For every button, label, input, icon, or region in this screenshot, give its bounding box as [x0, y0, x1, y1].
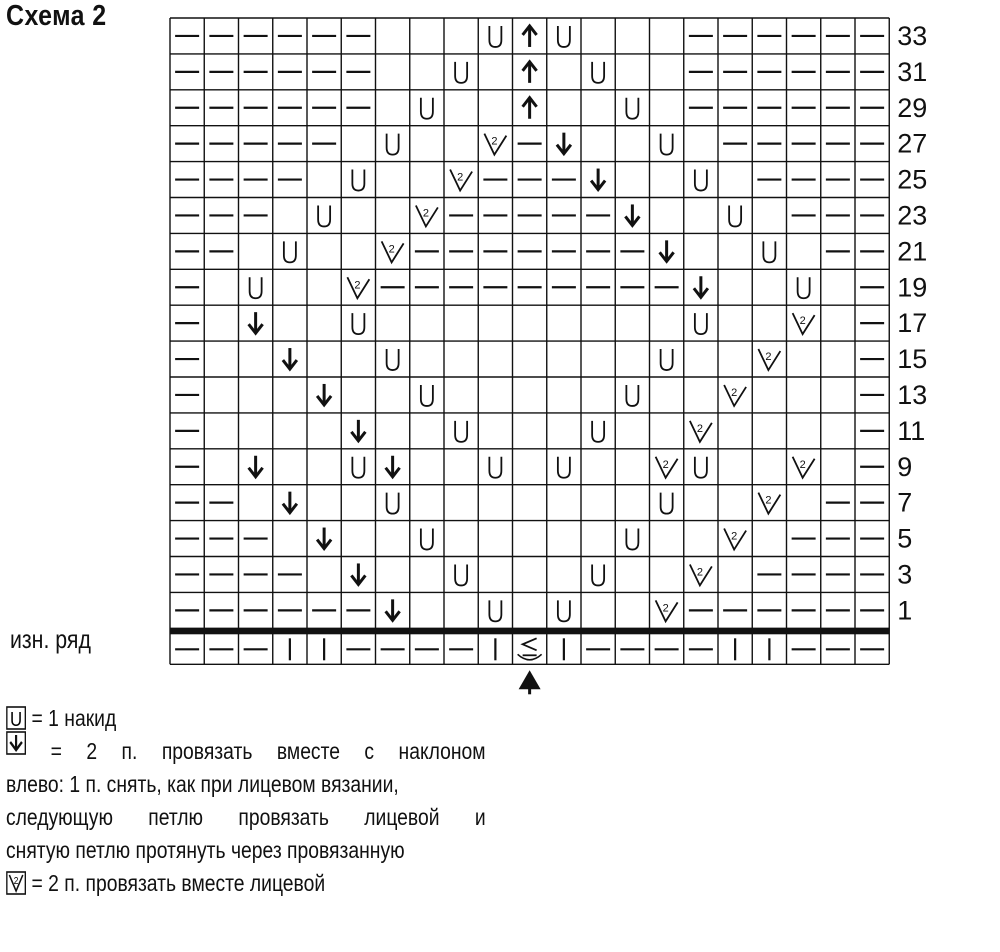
row-number: 11 — [897, 415, 926, 446]
yarn-over-mark — [695, 313, 707, 334]
row-number: 5 — [897, 523, 913, 554]
yarn-over-text: = 1 накид — [26, 705, 117, 731]
row-number: 3 — [897, 559, 913, 590]
k2tog-mark-digit: 2 — [696, 422, 703, 435]
yarn-over-mark — [318, 205, 330, 226]
less-or-equal-mark — [523, 638, 537, 650]
yarn-over-mark — [387, 349, 399, 370]
row-number: 1 — [897, 595, 913, 626]
svg-text:2: 2 — [13, 875, 19, 887]
row-number: 13 — [897, 379, 928, 410]
ssk-word: наклоном — [398, 738, 486, 764]
ssk-word: следующую — [6, 804, 113, 830]
yarn-over-mark — [352, 170, 364, 191]
ssk-word: вместе — [276, 738, 340, 764]
row-number: 19 — [897, 272, 928, 303]
k2tog-mark-digit: 2 — [662, 458, 669, 471]
slip-left-decrease-legend-icon — [6, 731, 26, 755]
row-number: 29 — [897, 92, 928, 123]
yarn-over-mark — [626, 529, 638, 550]
legend-ssk-line1 — [6, 735, 486, 768]
yarn-over-mark — [695, 170, 707, 191]
ssk-word: 2 — [86, 738, 98, 764]
yarn-over-mark — [558, 600, 570, 621]
chart-title: Схема 2 — [6, 0, 107, 32]
yarn-over-mark — [421, 385, 433, 406]
k2tog-mark-digit: 2 — [731, 530, 738, 543]
yarn-over-mark — [455, 421, 467, 442]
yarn-over-mark — [455, 62, 467, 83]
ssk-word: п. — [121, 738, 138, 764]
ssk-word: провязать — [238, 804, 329, 830]
k2tog-mark-digit: 2 — [731, 386, 738, 399]
yarn-over-mark — [661, 493, 673, 514]
row-number: 7 — [897, 487, 913, 518]
yarn-over-mark — [455, 564, 467, 585]
yarn-over-mark — [352, 457, 364, 478]
k2tog-mark-digit: 2 — [765, 494, 772, 507]
yarn-over-mark — [352, 313, 364, 334]
k2tog-text: = 2 п. провязать вместе лицевой — [26, 870, 326, 896]
row-number: 21 — [897, 236, 928, 267]
yarn-over-mark — [387, 493, 399, 514]
yarn-over-mark — [729, 205, 741, 226]
k2tog-mark-digit: 2 — [388, 243, 395, 256]
yarn-over-mark — [250, 277, 262, 298]
row-number: 27 — [897, 128, 928, 159]
separator-band — [170, 628, 889, 634]
start-arrow-icon — [519, 670, 541, 694]
yarn-over-legend-icon — [6, 706, 26, 730]
k2tog-mark-digit: 2 — [457, 171, 464, 184]
row-number: 31 — [897, 56, 928, 87]
yarn-over-mark — [558, 457, 570, 478]
k2tog-mark-digit: 2 — [491, 135, 498, 148]
yarn-over-mark — [626, 385, 638, 406]
row-number: 9 — [897, 451, 913, 482]
chart-symbols — [175, 26, 884, 660]
row-number: 17 — [897, 308, 928, 339]
yarn-over-mark — [421, 529, 433, 550]
yarn-over-symbol-text: U — [10, 707, 23, 730]
k2tog-mark-digit: 2 — [422, 207, 429, 220]
row-number: 23 — [897, 200, 928, 231]
wrong-side-row-label: изн. ряд — [10, 624, 91, 654]
yarn-over-mark — [763, 241, 775, 262]
legend-ssk-line3 — [6, 801, 486, 834]
ssk-word: лицевой — [364, 804, 440, 830]
yarn-over-mark — [695, 457, 707, 478]
yarn-over-mark — [387, 134, 399, 155]
legend-ssk-line4: снятую петлю протянуть через провязанную — [6, 837, 405, 863]
yarn-over-mark — [489, 600, 501, 621]
legend-k2tog — [6, 867, 409, 900]
ssk-word: и — [474, 804, 486, 830]
yarn-over-mark — [421, 98, 433, 119]
yarn-over-mark — [558, 26, 570, 47]
k2tog-mark-digit: 2 — [662, 602, 669, 615]
yarn-over-mark — [798, 277, 810, 298]
yarn-over-mark — [661, 134, 673, 155]
ssk-word: провязать — [161, 738, 253, 764]
row-number: 25 — [897, 164, 928, 195]
legend-ssk-line2: влево: 1 п. снять, как при лицевом вязании, — [6, 771, 399, 797]
yarn-over-mark — [592, 62, 604, 83]
yarn-over-mark — [592, 564, 604, 585]
yarn-over-mark — [592, 421, 604, 442]
row-number: 15 — [897, 344, 928, 375]
ssk-word: = — [50, 738, 62, 764]
yarn-over-mark — [661, 349, 673, 370]
k2tog-mark-digit: 2 — [799, 315, 806, 328]
row-number: 33 — [897, 20, 928, 51]
legend-yarn-over — [6, 702, 409, 735]
yarn-over-mark — [284, 241, 296, 262]
legend — [6, 702, 486, 900]
k2tog-mark-digit: 2 — [696, 566, 703, 579]
k2tog-mark-digit: 2 — [354, 279, 361, 292]
k2tog-mark-digit: 2 — [765, 351, 772, 364]
row-numbers — [897, 21, 927, 625]
ssk-word: петлю — [148, 804, 204, 830]
k2tog-legend-icon — [6, 871, 26, 895]
yarn-over-mark — [489, 26, 501, 47]
yarn-over-mark — [489, 457, 501, 478]
yarn-over-mark — [626, 98, 638, 119]
ssk-word: с — [364, 738, 375, 764]
k2tog-mark-digit: 2 — [799, 458, 806, 471]
